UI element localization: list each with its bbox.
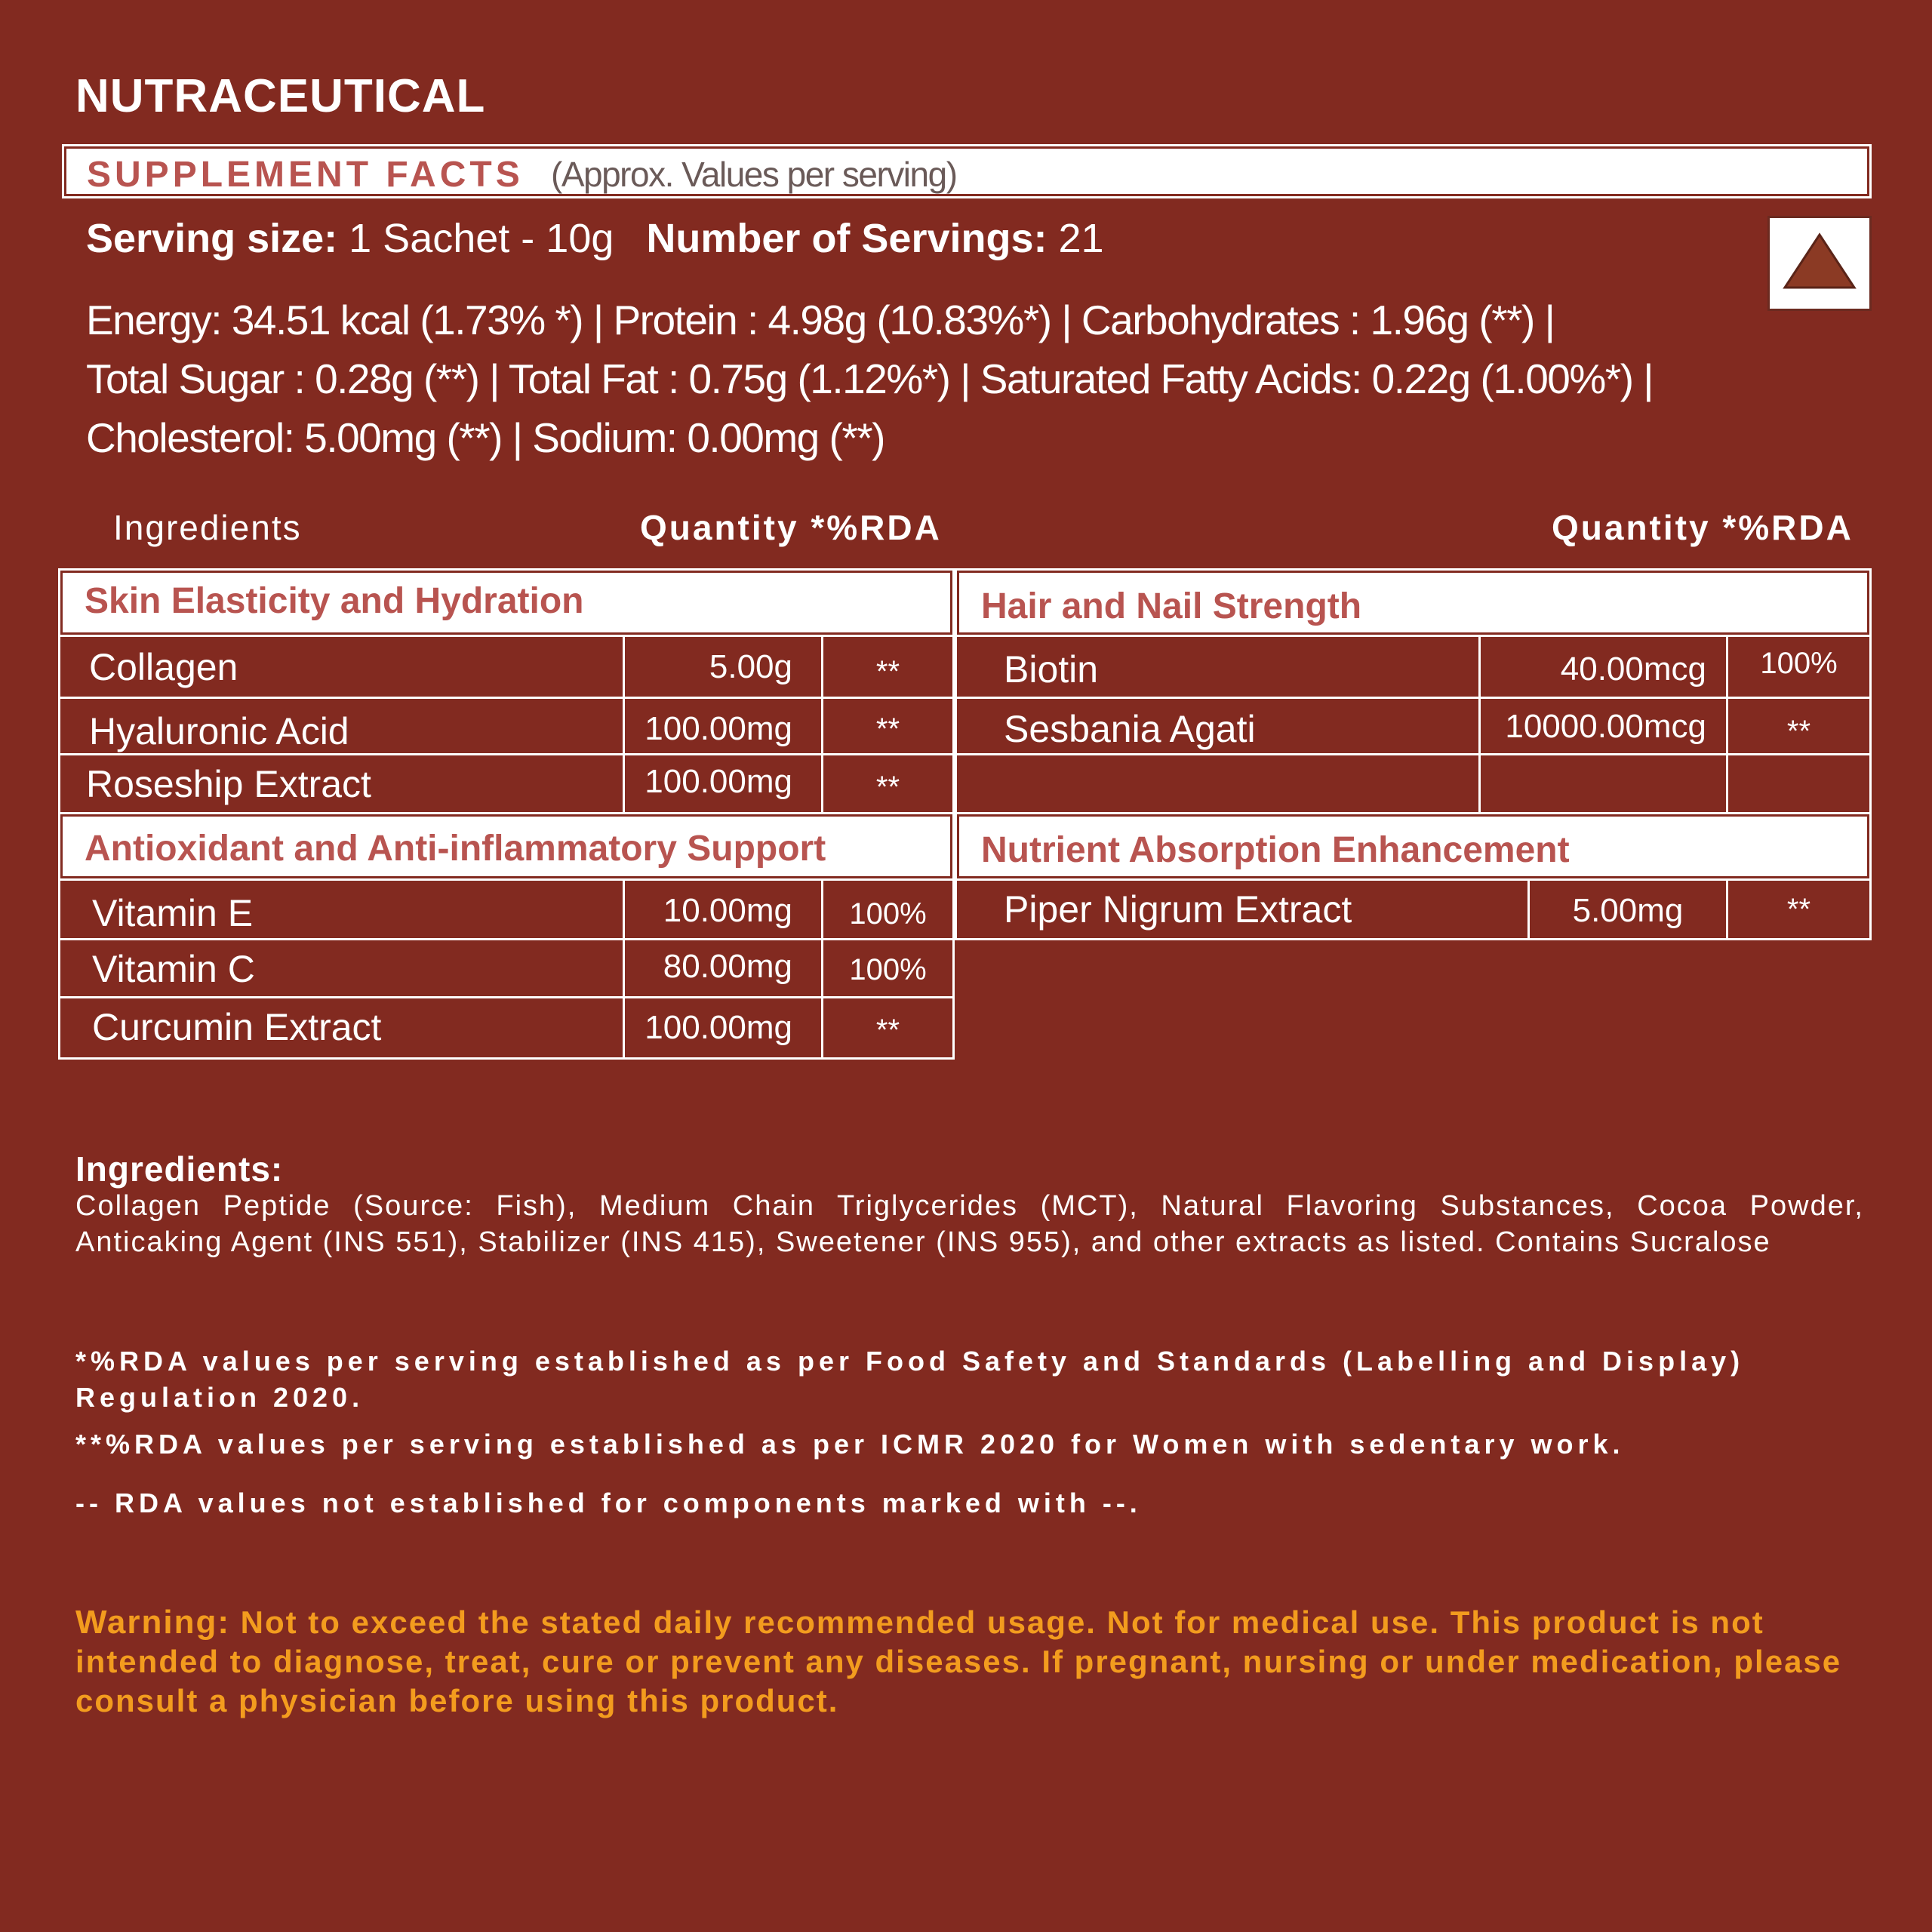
- footnote-icmr: **%RDA values per serving established as per ICMR 2020 for Women with sedentary work.: [75, 1429, 1625, 1460]
- ingredients-text: Collagen Peptide (Source: Fish), Medium Chain Triglycerides (MCT), Natural Flavoring Substances, Cocoa Powder, Anticaking Agent (INS 551), Stabilizer (INS 415), Sweetener (INS 955), and other extracts as listed. Contains Sucralose: [75, 1190, 1864, 1258]
- ingredient-name: Vitamin C: [58, 938, 625, 998]
- ingredient-name: Collagen: [58, 635, 625, 699]
- group-title-hair: Hair and Nail Strength: [955, 568, 1872, 637]
- ingredient-quantity: 80.00mg: [623, 938, 823, 998]
- nutrition-line: Cholesterol: 5.00mg (**) | Sodium: 0.00mg (**): [86, 414, 884, 461]
- ingredient-name: Piper Nigrum Extract: [955, 878, 1530, 940]
- ingredient-quantity: 100.00mg: [623, 697, 823, 755]
- ingredient-quantity: 40.00mcg: [1478, 635, 1728, 699]
- ingredient-name: Hyaluronic Acid: [58, 697, 625, 755]
- ingredient-name: Roseship Extract: [58, 753, 625, 814]
- nutrition-line: Energy: 34.51 kcal (1.73% *) | Protein : 4.98g (10.83%*) | Carbohydrates : 1.96g (**) |: [86, 297, 1555, 343]
- ingredients-label: Ingredients:: [75, 1149, 284, 1189]
- empty-cell: [955, 753, 1481, 814]
- ingredients-column-header: Ingredients: [113, 508, 302, 547]
- supplement-facts-header: [62, 144, 1872, 198]
- group-title-absorption: Nutrient Absorption Enhancement: [955, 812, 1872, 881]
- ingredient-quantity: 10.00mg: [623, 878, 823, 940]
- nutrition-line: Total Sugar : 0.28g (**) | Total Fat : 0.75g (1.12%*) | Saturated Fatty Acids: 0.22g (1.00%*) |: [86, 355, 1654, 402]
- ingredient-name: Vitamin E: [58, 878, 625, 940]
- serving-size-value: 1 Sachet - 10g: [349, 216, 614, 261]
- footnote-not-established: -- RDA values not established for components marked with --.: [75, 1487, 1142, 1518]
- ingredient-quantity: 5.00g: [623, 635, 823, 699]
- servings-count-value: 21: [1058, 216, 1104, 261]
- ingredient-rda: **: [1726, 878, 1872, 940]
- ingredient-quantity: 100.00mg: [623, 753, 823, 814]
- ingredient-rda: 100%: [821, 938, 955, 998]
- ingredient-name: Sesbania Agati: [955, 697, 1481, 755]
- ingredient-quantity: 10000.00mcg: [1478, 697, 1728, 755]
- brand-title: NUTRACEUTICAL: [75, 70, 486, 122]
- ingredient-rda: **: [821, 996, 955, 1060]
- empty-cell: [1478, 753, 1728, 814]
- ingredient-rda: **: [821, 697, 955, 755]
- servings-count-label: Number of Servings:: [646, 216, 1048, 261]
- ingredient-rda: **: [821, 635, 955, 699]
- warning-body: Not to exceed the stated daily recommended usage. Not for medical use. This product is not intended to diagnose, treat, cure or prevent any diseases. If pregnant, nursing or under medication, please consult a physician before using this product.: [75, 1604, 1842, 1718]
- group-title-skin: Skin Elasticity and Hydration: [58, 568, 955, 637]
- quantity-rda-header-left: Quantity *%RDA: [640, 508, 942, 547]
- serving-size-label: Serving size:: [86, 216, 338, 261]
- warning-label: Warning:: [75, 1604, 230, 1641]
- ingredient-rda: **: [821, 753, 955, 814]
- ingredient-name: Biotin: [955, 635, 1481, 699]
- serving-info: [86, 215, 1104, 262]
- quantity-rda-header-right: Quantity *%RDA: [1552, 508, 1854, 547]
- supplement-facts-subtitle: (Approx. Values per serving): [551, 155, 957, 194]
- ingredient-rda: 100%: [1726, 635, 1872, 699]
- ingredient-rda: **: [1726, 697, 1872, 755]
- ingredient-quantity: 100.00mg: [623, 996, 823, 1060]
- footnote-fssai: *%RDA values per serving established as per Food Safety and Standards (Labelling and Display) Regulation 2020.: [75, 1346, 1745, 1413]
- ingredient-quantity: 5.00mg: [1527, 878, 1728, 940]
- ingredient-rda: 100%: [821, 878, 955, 940]
- empty-cell: [1726, 753, 1872, 814]
- group-title-antioxidant: Antioxidant and Anti-inflammatory Support: [58, 812, 955, 881]
- ingredient-name: Curcumin Extract: [58, 996, 625, 1060]
- brown-triangle-icon: [1767, 216, 1872, 311]
- warning-text: [75, 1603, 1887, 1721]
- supplement-facts-title: SUPPLEMENT FACTS: [87, 155, 524, 195]
